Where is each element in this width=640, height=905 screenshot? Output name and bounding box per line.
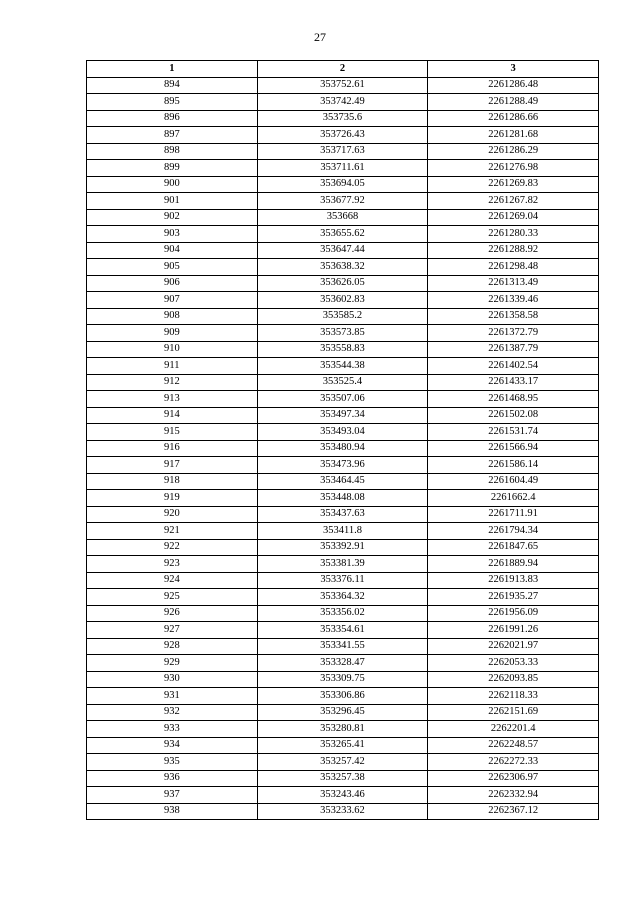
x-coordinate-cell: 353507.06 xyxy=(257,391,428,408)
x-coordinate-cell: 353558.83 xyxy=(257,341,428,358)
x-coordinate-cell: 353735.6 xyxy=(257,110,428,127)
x-coordinate-cell: 353392.91 xyxy=(257,539,428,556)
point-number-cell: 917 xyxy=(87,457,258,474)
point-number-cell: 918 xyxy=(87,473,258,490)
table-row xyxy=(87,638,599,655)
y-coordinate-cell: 2261604.49 xyxy=(428,473,599,490)
point-number-cell: 902 xyxy=(87,209,258,226)
x-coordinate-cell: 353626.05 xyxy=(257,275,428,292)
point-number-cell: 924 xyxy=(87,572,258,589)
x-coordinate-cell: 353655.62 xyxy=(257,226,428,243)
y-coordinate-cell: 2261286.48 xyxy=(428,77,599,94)
y-coordinate-cell: 2261298.48 xyxy=(428,259,599,276)
x-coordinate-cell: 353437.63 xyxy=(257,506,428,523)
point-number-cell: 926 xyxy=(87,605,258,622)
x-coordinate-cell: 353717.63 xyxy=(257,143,428,160)
x-coordinate-cell: 353306.86 xyxy=(257,688,428,705)
x-coordinate-cell: 353448.08 xyxy=(257,490,428,507)
table-body xyxy=(87,77,599,820)
point-number-cell: 910 xyxy=(87,341,258,358)
y-coordinate-cell: 2261280.33 xyxy=(428,226,599,243)
table-row xyxy=(87,325,599,342)
x-coordinate-cell: 353233.62 xyxy=(257,803,428,820)
y-coordinate-cell: 2261269.04 xyxy=(428,209,599,226)
table-row xyxy=(87,127,599,144)
table-row xyxy=(87,605,599,622)
table-row xyxy=(87,209,599,226)
x-coordinate-cell: 353585.2 xyxy=(257,308,428,325)
point-number-cell: 908 xyxy=(87,308,258,325)
y-coordinate-cell: 2261991.26 xyxy=(428,622,599,639)
y-coordinate-cell: 2262248.57 xyxy=(428,737,599,754)
column-header-1: 1 xyxy=(87,61,258,78)
x-coordinate-cell: 353694.05 xyxy=(257,176,428,193)
y-coordinate-cell: 2261288.49 xyxy=(428,94,599,111)
point-number-cell: 898 xyxy=(87,143,258,160)
point-number-cell: 930 xyxy=(87,671,258,688)
x-coordinate-cell: 353668 xyxy=(257,209,428,226)
y-coordinate-cell: 2262306.97 xyxy=(428,770,599,787)
table-row xyxy=(87,358,599,375)
y-coordinate-cell: 2261372.79 xyxy=(428,325,599,342)
x-coordinate-cell: 353497.34 xyxy=(257,407,428,424)
y-coordinate-cell: 2261711.91 xyxy=(428,506,599,523)
x-coordinate-cell: 353677.92 xyxy=(257,193,428,210)
table-row xyxy=(87,589,599,606)
y-coordinate-cell: 2261269.83 xyxy=(428,176,599,193)
y-coordinate-cell: 2262053.33 xyxy=(428,655,599,672)
point-number-cell: 895 xyxy=(87,94,258,111)
table-row xyxy=(87,770,599,787)
y-coordinate-cell: 2261267.82 xyxy=(428,193,599,210)
x-coordinate-cell: 353742.49 xyxy=(257,94,428,111)
y-coordinate-cell: 2261281.68 xyxy=(428,127,599,144)
table-row xyxy=(87,391,599,408)
coordinates-table xyxy=(86,60,599,820)
point-number-cell: 894 xyxy=(87,77,258,94)
y-coordinate-cell: 2261286.29 xyxy=(428,143,599,160)
y-coordinate-cell: 2261794.34 xyxy=(428,523,599,540)
point-number-cell: 938 xyxy=(87,803,258,820)
x-coordinate-cell: 353257.38 xyxy=(257,770,428,787)
table-row xyxy=(87,523,599,540)
y-coordinate-cell: 2262201.4 xyxy=(428,721,599,738)
table-row xyxy=(87,655,599,672)
table-row xyxy=(87,94,599,111)
point-number-cell: 937 xyxy=(87,787,258,804)
x-coordinate-cell: 353356.02 xyxy=(257,605,428,622)
point-number-cell: 935 xyxy=(87,754,258,771)
table-row xyxy=(87,572,599,589)
table-row xyxy=(87,737,599,754)
table-row xyxy=(87,424,599,441)
point-number-cell: 929 xyxy=(87,655,258,672)
table-row xyxy=(87,226,599,243)
point-number-cell: 927 xyxy=(87,622,258,639)
y-coordinate-cell: 2261358.58 xyxy=(428,308,599,325)
x-coordinate-cell: 353473.96 xyxy=(257,457,428,474)
x-coordinate-cell: 353647.44 xyxy=(257,242,428,259)
x-coordinate-cell: 353573.85 xyxy=(257,325,428,342)
point-number-cell: 920 xyxy=(87,506,258,523)
x-coordinate-cell: 353328.47 xyxy=(257,655,428,672)
y-coordinate-cell: 2261276.98 xyxy=(428,160,599,177)
point-number-cell: 921 xyxy=(87,523,258,540)
point-number-cell: 913 xyxy=(87,391,258,408)
table-row xyxy=(87,242,599,259)
point-number-cell: 915 xyxy=(87,424,258,441)
table-row xyxy=(87,77,599,94)
table-row xyxy=(87,787,599,804)
table-row xyxy=(87,374,599,391)
x-coordinate-cell: 353354.61 xyxy=(257,622,428,639)
point-number-cell: 903 xyxy=(87,226,258,243)
y-coordinate-cell: 2262272.33 xyxy=(428,754,599,771)
x-coordinate-cell: 353544.38 xyxy=(257,358,428,375)
point-number-cell: 912 xyxy=(87,374,258,391)
y-coordinate-cell: 2261566.94 xyxy=(428,440,599,457)
table-row xyxy=(87,671,599,688)
table-row xyxy=(87,754,599,771)
table-row xyxy=(87,193,599,210)
y-coordinate-cell: 2261935.27 xyxy=(428,589,599,606)
point-number-cell: 896 xyxy=(87,110,258,127)
point-number-cell: 911 xyxy=(87,358,258,375)
y-coordinate-cell: 2261662.4 xyxy=(428,490,599,507)
y-coordinate-cell: 2261847.65 xyxy=(428,539,599,556)
x-coordinate-cell: 353257.42 xyxy=(257,754,428,771)
table-row xyxy=(87,704,599,721)
table-row xyxy=(87,556,599,573)
y-coordinate-cell: 2261913.83 xyxy=(428,572,599,589)
point-number-cell: 922 xyxy=(87,539,258,556)
table-row xyxy=(87,803,599,820)
y-coordinate-cell: 2261586.14 xyxy=(428,457,599,474)
point-number-cell: 905 xyxy=(87,259,258,276)
point-number-cell: 925 xyxy=(87,589,258,606)
point-number-cell: 899 xyxy=(87,160,258,177)
x-coordinate-cell: 353711.61 xyxy=(257,160,428,177)
point-number-cell: 914 xyxy=(87,407,258,424)
x-coordinate-cell: 353280.81 xyxy=(257,721,428,738)
column-header-3: 3 xyxy=(428,61,599,78)
x-coordinate-cell: 353525.4 xyxy=(257,374,428,391)
y-coordinate-cell: 2261286.66 xyxy=(428,110,599,127)
x-coordinate-cell: 353243.46 xyxy=(257,787,428,804)
table-row xyxy=(87,110,599,127)
point-number-cell: 901 xyxy=(87,193,258,210)
table-row xyxy=(87,259,599,276)
point-number-cell: 904 xyxy=(87,242,258,259)
x-coordinate-cell: 353464.45 xyxy=(257,473,428,490)
x-coordinate-cell: 353309.75 xyxy=(257,671,428,688)
table-row xyxy=(87,160,599,177)
point-number-cell: 897 xyxy=(87,127,258,144)
point-number-cell: 923 xyxy=(87,556,258,573)
table-row xyxy=(87,473,599,490)
table-row xyxy=(87,143,599,160)
y-coordinate-cell: 2261502.08 xyxy=(428,407,599,424)
y-coordinate-cell: 2261468.95 xyxy=(428,391,599,408)
point-number-cell: 906 xyxy=(87,275,258,292)
table-row xyxy=(87,275,599,292)
y-coordinate-cell: 2262367.12 xyxy=(428,803,599,820)
x-coordinate-cell: 353376.11 xyxy=(257,572,428,589)
y-coordinate-cell: 2261288.92 xyxy=(428,242,599,259)
y-coordinate-cell: 2261313.49 xyxy=(428,275,599,292)
column-header-2: 2 xyxy=(257,61,428,78)
point-number-cell: 900 xyxy=(87,176,258,193)
table-row xyxy=(87,176,599,193)
x-coordinate-cell: 353381.39 xyxy=(257,556,428,573)
table-row xyxy=(87,341,599,358)
y-coordinate-cell: 2261402.54 xyxy=(428,358,599,375)
table-row xyxy=(87,440,599,457)
page-number: 27 xyxy=(314,30,326,44)
table-row xyxy=(87,407,599,424)
table-row xyxy=(87,688,599,705)
y-coordinate-cell: 2261387.79 xyxy=(428,341,599,358)
x-coordinate-cell: 353265.41 xyxy=(257,737,428,754)
x-coordinate-cell: 353341.55 xyxy=(257,638,428,655)
table-row xyxy=(87,490,599,507)
point-number-cell: 932 xyxy=(87,704,258,721)
x-coordinate-cell: 353411.8 xyxy=(257,523,428,540)
table-row xyxy=(87,292,599,309)
point-number-cell: 907 xyxy=(87,292,258,309)
y-coordinate-cell: 2262021.97 xyxy=(428,638,599,655)
y-coordinate-cell: 2261531.74 xyxy=(428,424,599,441)
table-row xyxy=(87,622,599,639)
point-number-cell: 931 xyxy=(87,688,258,705)
table-row xyxy=(87,539,599,556)
point-number-cell: 909 xyxy=(87,325,258,342)
point-number-cell: 934 xyxy=(87,737,258,754)
table-row xyxy=(87,308,599,325)
x-coordinate-cell: 353726.43 xyxy=(257,127,428,144)
x-coordinate-cell: 353364.32 xyxy=(257,589,428,606)
y-coordinate-cell: 2261339.46 xyxy=(428,292,599,309)
table-row xyxy=(87,457,599,474)
point-number-cell: 936 xyxy=(87,770,258,787)
y-coordinate-cell: 2262118.33 xyxy=(428,688,599,705)
y-coordinate-cell: 2262151.69 xyxy=(428,704,599,721)
y-coordinate-cell: 2261433.17 xyxy=(428,374,599,391)
x-coordinate-cell: 353638.32 xyxy=(257,259,428,276)
point-number-cell: 916 xyxy=(87,440,258,457)
y-coordinate-cell: 2262093.85 xyxy=(428,671,599,688)
y-coordinate-cell: 2262332.94 xyxy=(428,787,599,804)
table-row xyxy=(87,506,599,523)
table-header-row xyxy=(87,61,599,78)
x-coordinate-cell: 353602.83 xyxy=(257,292,428,309)
x-coordinate-cell: 353752.61 xyxy=(257,77,428,94)
y-coordinate-cell: 2261889.94 xyxy=(428,556,599,573)
x-coordinate-cell: 353296.45 xyxy=(257,704,428,721)
point-number-cell: 919 xyxy=(87,490,258,507)
point-number-cell: 928 xyxy=(87,638,258,655)
x-coordinate-cell: 353480.94 xyxy=(257,440,428,457)
y-coordinate-cell: 2261956.09 xyxy=(428,605,599,622)
x-coordinate-cell: 353493.04 xyxy=(257,424,428,441)
table-row xyxy=(87,721,599,738)
point-number-cell: 933 xyxy=(87,721,258,738)
